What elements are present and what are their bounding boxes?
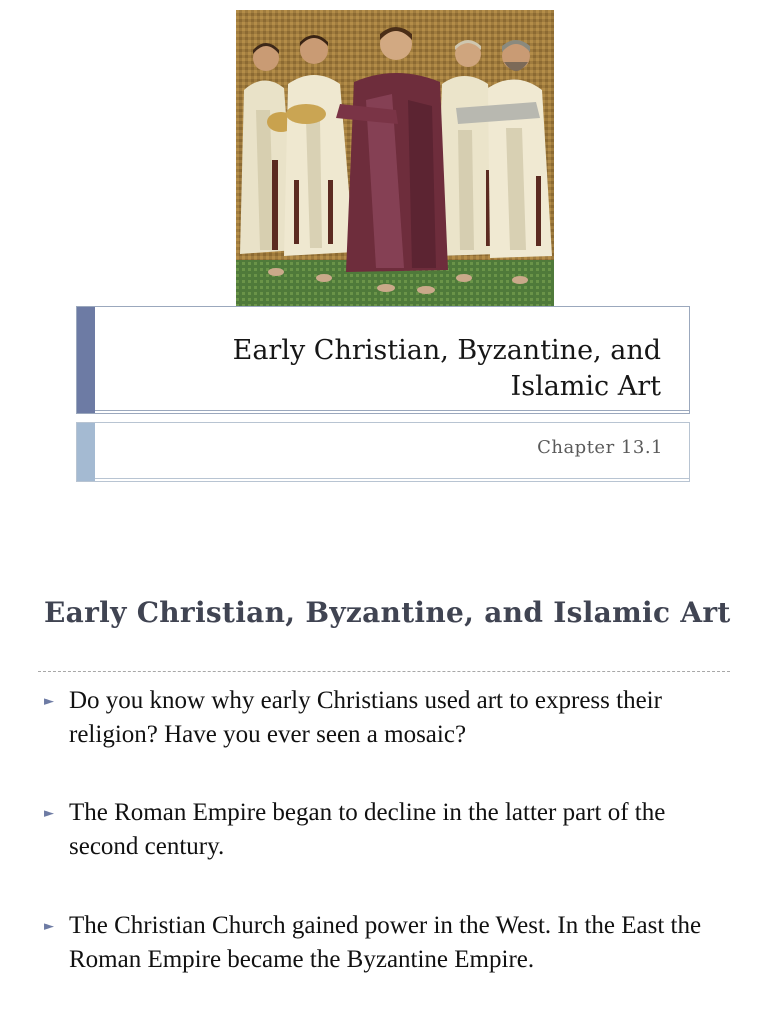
- bullet-item: [44, 909, 724, 977]
- byzantine-mosaic-image: [236, 10, 554, 308]
- bullet-item: [44, 684, 724, 752]
- slide1-title-box: [76, 306, 690, 414]
- bullet-marker-icon: ►: [44, 694, 54, 709]
- bullet-marker-icon: ►: [44, 806, 54, 821]
- slide2-heading: Early Christian, Byzantine, and Islamic Art: [44, 596, 731, 629]
- slide1-subtitle-box: [76, 422, 690, 482]
- bullet-item: [44, 796, 724, 864]
- bullet-marker-icon: ►: [44, 919, 54, 934]
- bullet-text: The Roman Empire began to decline in the latter part of the second century.: [69, 799, 666, 860]
- slide1-title: Early Christian, Byzantine, and Islamic Art: [232, 335, 661, 402]
- title-accent-bar: [77, 307, 95, 413]
- bullet-text: The Christian Church gained power in the West. In the East the Roman Empire became the Byzantine Empire.: [69, 912, 702, 973]
- slide1-subtitle: Chapter 13.1: [537, 437, 663, 458]
- subtitle-accent-bar: [77, 423, 95, 481]
- heading-divider: [38, 671, 730, 672]
- bullet-text: Do you know why early Christians used art to express their religion? Have you ever seen a mosaic?: [69, 687, 662, 748]
